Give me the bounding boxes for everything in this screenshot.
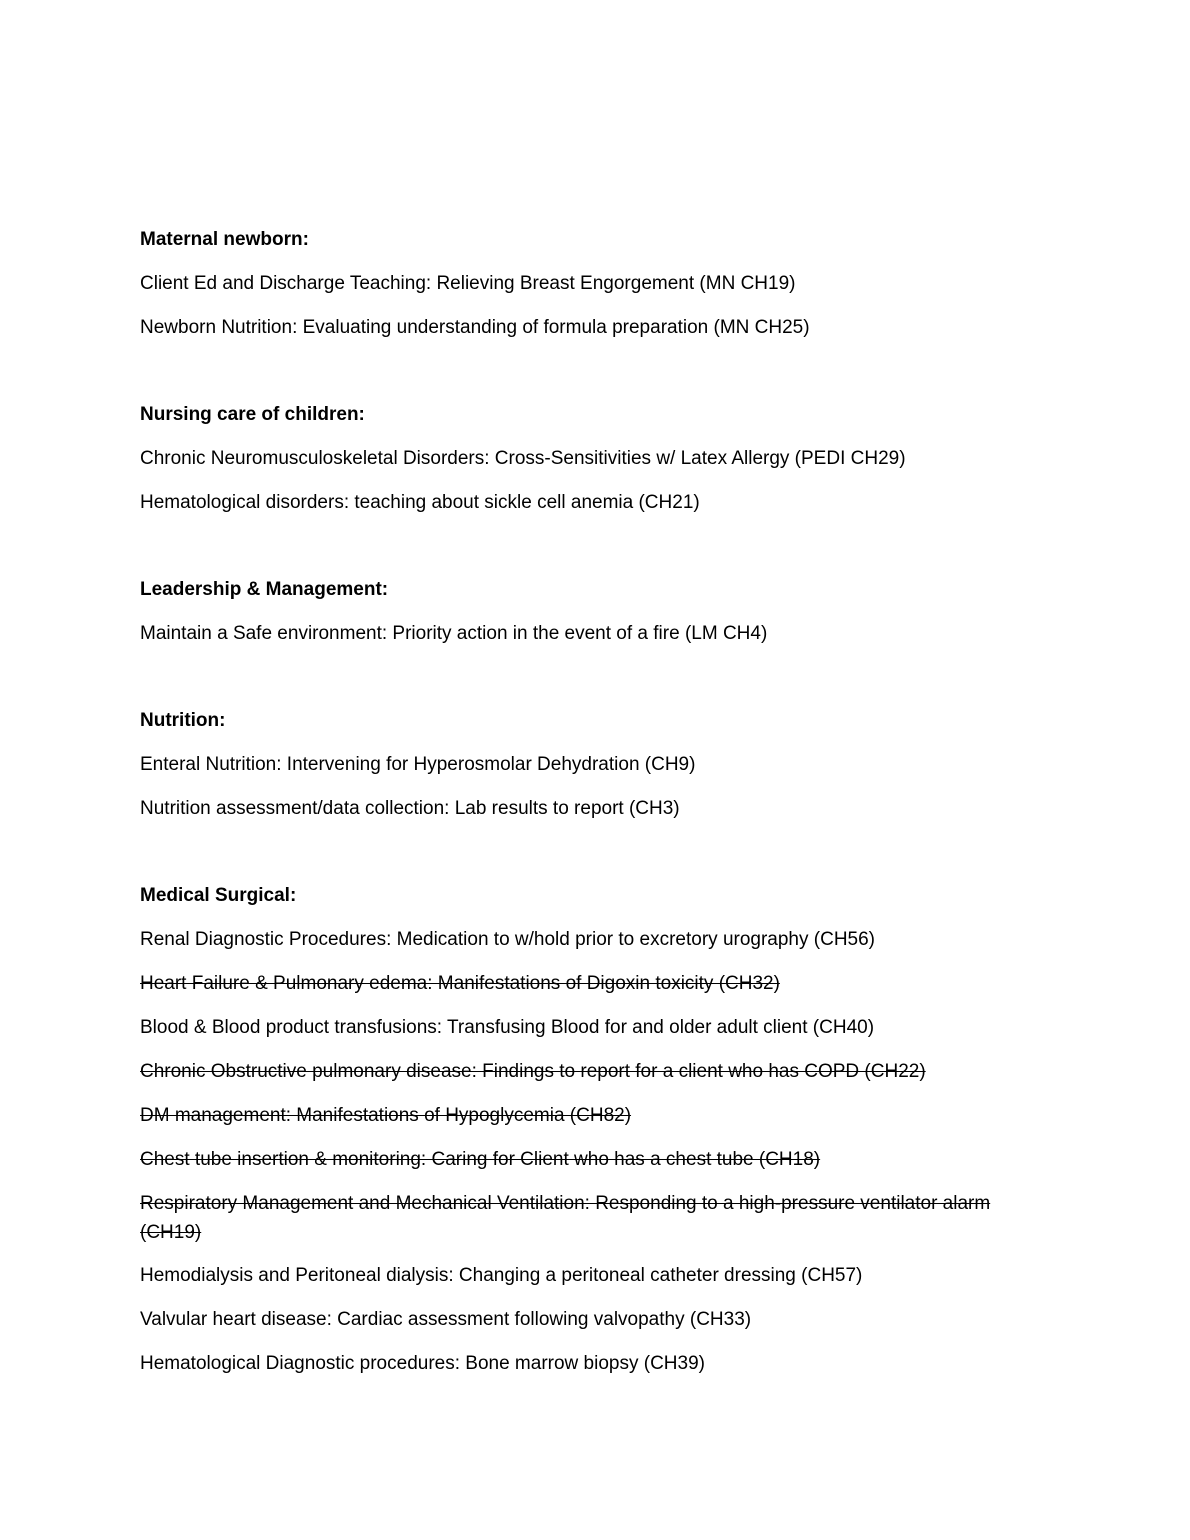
list-item: Valvular heart disease: Cardiac assessment following valvopathy (CH33): [140, 1309, 752, 1330]
section-nursing-care-of-children: [140, 400, 1040, 517]
section-medical-surgical: [140, 881, 1040, 1378]
list-item: Hematological Diagnostic procedures: Bone marrow biopsy (CH39): [140, 1353, 705, 1374]
section-heading: Nursing care of children:: [140, 404, 365, 425]
list-item: Nutrition assessment/data collection: Lab results to report (CH3): [140, 798, 680, 819]
list-item: Maintain a Safe environment: Priority action in the event of a fire (LM CH4): [140, 623, 768, 644]
section-heading: Maternal newborn:: [140, 229, 309, 250]
list-item-completed: DM management: Manifestations of Hypoglycemia (CH82): [140, 1105, 632, 1126]
section-heading: Leadership & Management:: [140, 579, 389, 600]
section-maternal-newborn: [140, 225, 1040, 342]
list-item: Chronic Neuromusculoskeletal Disorders: Cross-Sensitivities w/ Latex Allergy (PEDI CH29): [140, 448, 906, 469]
document-page: [140, 225, 1040, 1393]
list-item-completed: Heart Failure & Pulmonary edema: Manifestations of Digoxin toxicity (CH32): [140, 973, 780, 994]
list-item: Renal Diagnostic Procedures: Medication to w/hold prior to excretory urography (CH56): [140, 929, 876, 950]
list-item: Blood & Blood product transfusions: Transfusing Blood for and older adult client (CH40): [140, 1017, 875, 1038]
list-item: Enteral Nutrition: Intervening for Hyperosmolar Dehydration (CH9): [140, 754, 696, 775]
list-item-completed: Chest tube insertion & monitoring: Caring for Client who has a chest tube (CH18): [140, 1149, 821, 1170]
list-item: Newborn Nutrition: Evaluating understanding of formula preparation (MN CH25): [140, 317, 810, 338]
list-item-completed: Respiratory Management and Mechanical Ventilation: Responding to a high-pressure ventilator alarm (CH19): [140, 1193, 991, 1243]
section-heading: Medical Surgical:: [140, 885, 297, 906]
list-item-completed: Chronic Obstructive pulmonary disease: Findings to report for a client who has COPD (CH22): [140, 1061, 926, 1082]
list-item: Client Ed and Discharge Teaching: Relieving Breast Engorgement (MN CH19): [140, 273, 796, 294]
section-leadership-management: [140, 575, 1040, 648]
section-heading: Nutrition:: [140, 710, 226, 731]
section-nutrition: [140, 706, 1040, 823]
list-item: Hemodialysis and Peritoneal dialysis: Changing a peritoneal catheter dressing (CH57): [140, 1265, 863, 1286]
list-item: Hematological disorders: teaching about sickle cell anemia (CH21): [140, 492, 700, 513]
